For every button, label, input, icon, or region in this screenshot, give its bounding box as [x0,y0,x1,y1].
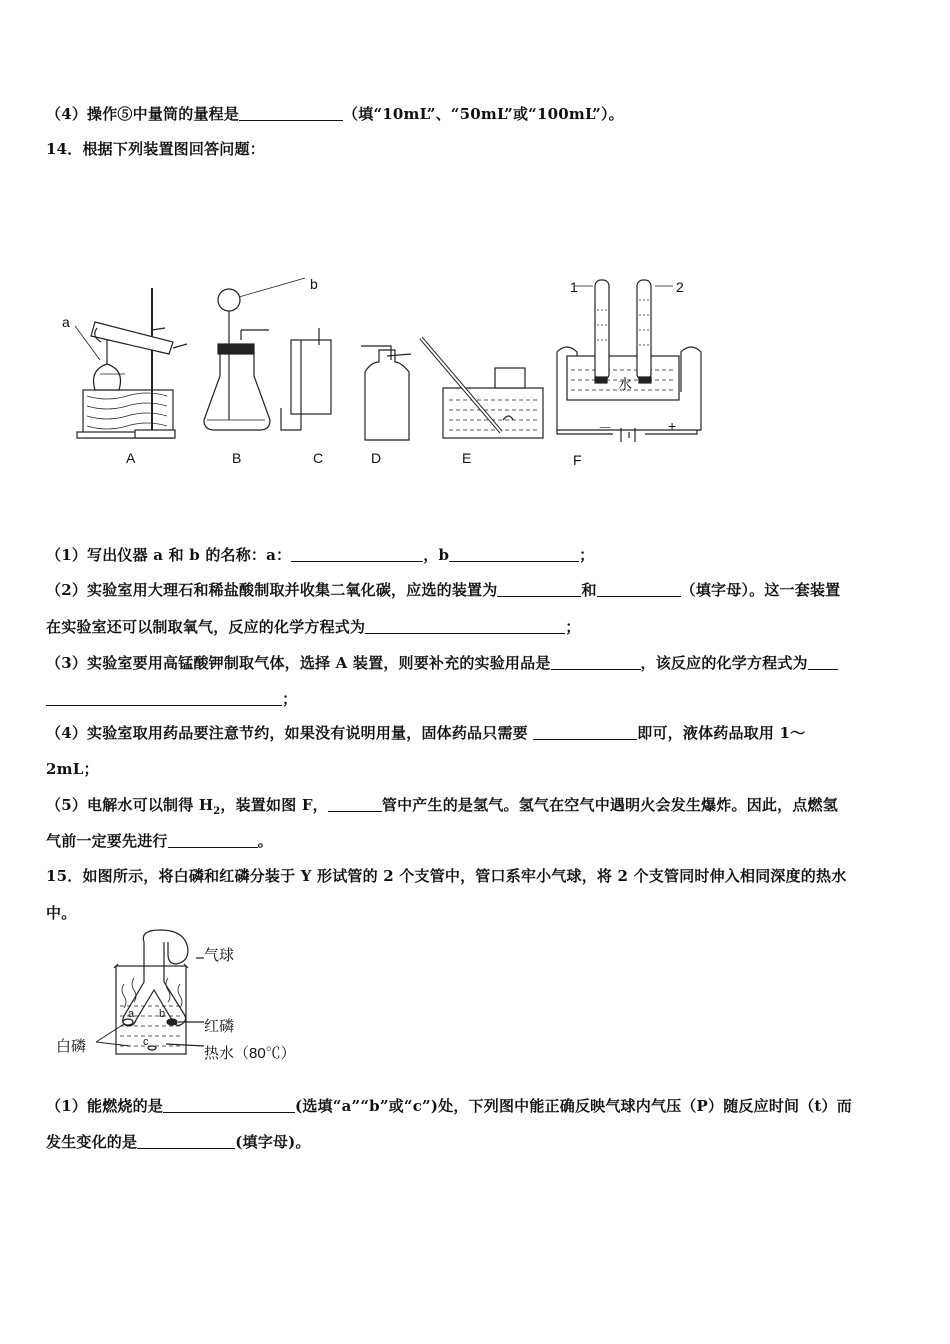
q14-part5-line2: 气前一定要先进行 。 [46,832,273,850]
label-minus: － [598,420,612,436]
q14-part3: （3）实验室要用高锰酸钾制取气体，选择 A 装置，则要补充的实验用品是 ，该反应的化学方程式为 [46,652,838,673]
answer-blank[interactable] [449,546,579,562]
q14-part4: （4）实验室取用药品要注意节约，如果没有说明用量，固体药品只需要 即可，液体药品取用 1～ [46,724,806,742]
q14-part2: （2）实验室用大理石和稀盐酸制取并收集二氧化碳，应选的装置为 和 （填字母）。这一套装置 [46,581,841,599]
label-hot-water: 热水（80℃） [204,1045,296,1062]
label-balloon: 气球 [204,947,235,964]
label-tube-2: 2 [676,279,684,295]
apparatus-c [281,328,331,430]
answer-blank[interactable] [163,1097,295,1113]
q15-title: 15．如图所示，将白磷和红磷分装于 Y 形试管的 2 个支管中，管口系牢小气球，将 2 个支管同时伸入相同深度的热水 [46,867,847,885]
apparatus-label-d: D [371,450,382,466]
answer-blank[interactable] [46,690,282,706]
label-tube-1: 1 [570,279,578,295]
q15-part1: （1）能燃烧的是 (选填“a”“b”或“c”)处，下列图中能正确反映气球内气压（P）随反应时间（t）而 [46,1097,852,1115]
q15-part1-line2: 发生变化的是 (填字母)。 [46,1133,311,1151]
apparatus-b [204,278,305,430]
label-red-phosphorus: 红磷 [204,1018,235,1035]
answer-blank[interactable] [365,618,565,634]
answer-blank[interactable] [533,724,637,740]
label-point-b: b [159,1008,166,1020]
answer-blank[interactable] [291,546,423,562]
answer-blank[interactable] [168,832,258,848]
label-plus: + [668,418,677,434]
label-white-phosphorus: 白磷 [56,1038,87,1055]
answer-blank[interactable] [597,581,681,597]
apparatus-label-a: A [126,450,136,466]
q14-part3-line2: ； [46,688,297,709]
q14-part4-line2: 2mL； [46,760,99,778]
white-p-pointer [94,1020,134,1050]
label-a: a [62,314,70,330]
answer-blank[interactable] [808,654,838,670]
label-b: b [310,276,318,292]
q13-part4: （4）操作⑤中量筒的量程是 （填“10mL”、“50mL”或“100mL”）。 [46,105,624,123]
apparatus-e [421,338,543,438]
answer-blank[interactable] [497,581,581,597]
label-water: 水 [618,376,632,392]
apparatus-label-c: C [313,450,324,466]
answer-blank[interactable] [551,654,641,670]
q14-part2-line2: 在实验室还可以制取氧气，反应的化学方程式为 ； [46,618,581,636]
apparatus-label-b: B [232,450,242,466]
apparatus-a [75,288,187,438]
label-point-a: a [128,1008,135,1020]
q15-title-line2: 中。 [46,904,77,922]
answer-blank[interactable] [137,1133,235,1149]
label-point-c: c [143,1036,149,1048]
q14-title: 14．根据下列装置图回答问题： [46,140,265,158]
answer-blank[interactable] [328,796,382,812]
apparatus-label-f: F [573,452,582,468]
apparatus-label-e: E [462,450,472,466]
q14-part1: （1）写出仪器 a 和 b 的名称：a： ，b ； [46,546,595,564]
q14-part5: （5）电解水可以制得 $H_2$，装置如图 F， 管中产生的是氢气。氢气在空气中遇明火会发生爆炸。因此，点燃氢 [46,796,838,817]
answer-blank[interactable] [239,105,343,121]
apparatus-d [361,346,411,440]
apparatus-f [557,280,701,442]
apparatus-figure [55,270,715,480]
